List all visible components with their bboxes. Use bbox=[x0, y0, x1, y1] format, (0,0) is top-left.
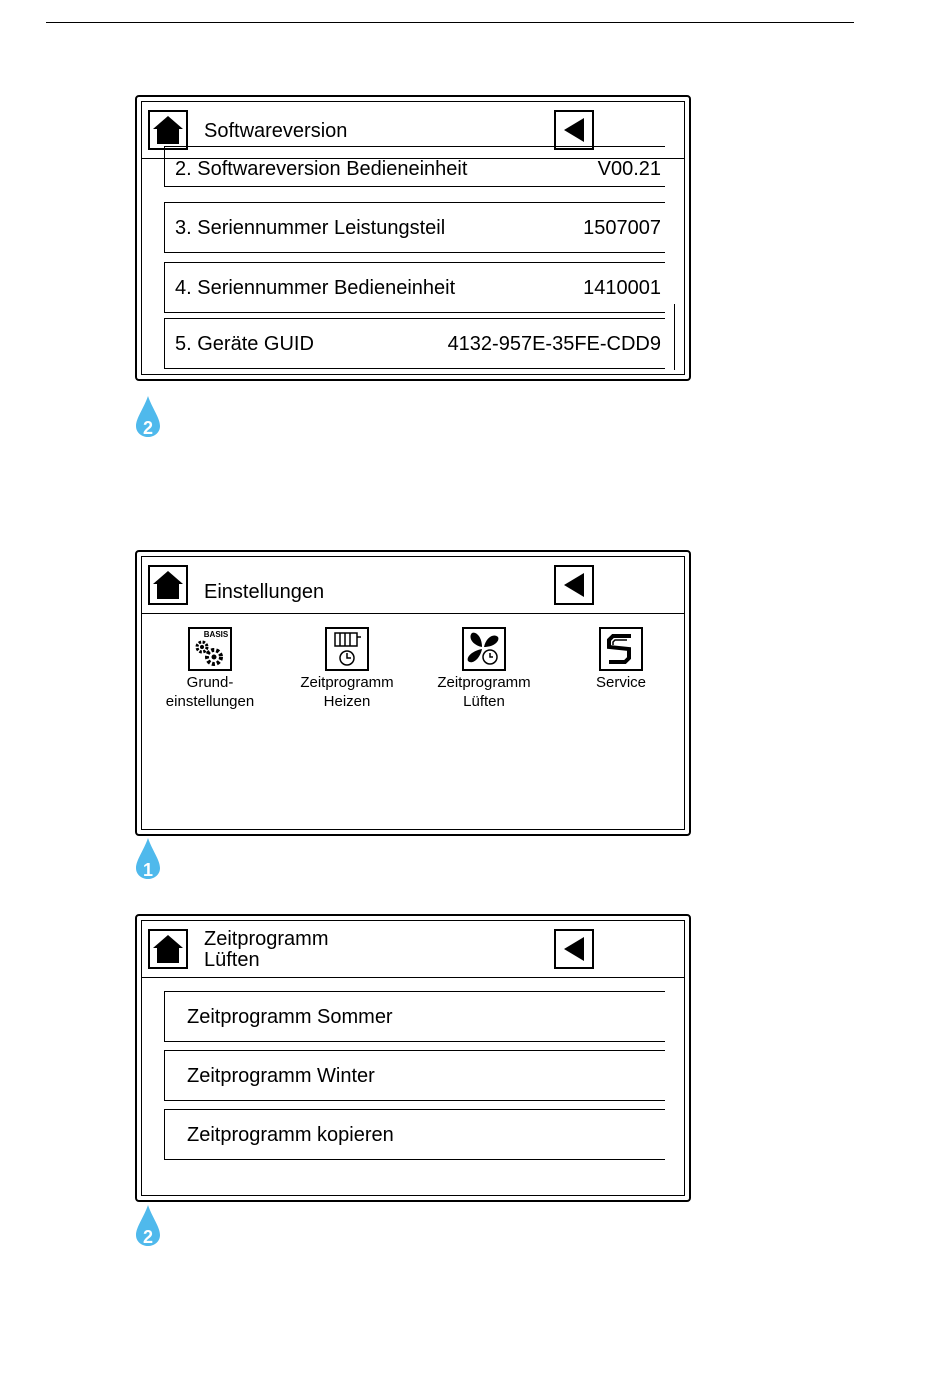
tile-label-line2: Lüften bbox=[463, 693, 505, 710]
menu-item-copy[interactable] bbox=[164, 1109, 665, 1160]
settings-screen bbox=[135, 550, 691, 836]
title-line2: Lüften bbox=[204, 949, 260, 971]
home-button[interactable] bbox=[148, 929, 188, 969]
ventilation-schedule-screen bbox=[135, 914, 691, 1202]
home-icon bbox=[150, 931, 186, 967]
step-marker-2 bbox=[133, 394, 163, 438]
step-number: 2 bbox=[142, 418, 154, 438]
row-value: V00.21 bbox=[597, 158, 661, 180]
tile-label-line1: Zeitprogramm bbox=[437, 674, 531, 691]
row-value: 1410001 bbox=[583, 277, 661, 299]
screen-title: Einstellungen bbox=[204, 581, 325, 603]
tile-label-line1: Zeitprogramm bbox=[300, 674, 394, 691]
step-marker-2 bbox=[133, 1203, 163, 1247]
back-arrow-icon bbox=[556, 931, 592, 967]
row-label: 3. Seriennummer Leistungsteil bbox=[175, 217, 446, 239]
tile-label-line1: Grund- bbox=[186, 674, 234, 691]
scrollbar[interactable] bbox=[674, 304, 675, 370]
back-arrow-icon bbox=[556, 567, 592, 603]
step-marker-1 bbox=[133, 836, 163, 880]
heating-schedule-icon bbox=[325, 627, 369, 671]
back-arrow-icon bbox=[556, 112, 592, 148]
software-version-screen bbox=[135, 95, 691, 381]
screen-title bbox=[204, 929, 328, 971]
screen-title: Softwareversion bbox=[204, 120, 348, 142]
home-icon bbox=[150, 567, 186, 603]
back-button[interactable] bbox=[554, 565, 594, 605]
step-number: 2 bbox=[142, 1227, 154, 1247]
basis-gears-icon bbox=[188, 627, 232, 671]
menu-item-label: Zeitprogramm Sommer bbox=[187, 1006, 393, 1028]
row-value: 1507007 bbox=[583, 217, 661, 239]
menu-item-label: Zeitprogramm Winter bbox=[187, 1065, 375, 1087]
list-item[interactable] bbox=[164, 318, 665, 369]
tile-basic-settings[interactable] bbox=[142, 627, 278, 711]
back-button[interactable] bbox=[554, 929, 594, 969]
menu-item-summer[interactable] bbox=[164, 991, 665, 1042]
list-item[interactable] bbox=[164, 202, 665, 253]
title-line1: Zeitprogramm bbox=[204, 928, 329, 950]
back-button[interactable] bbox=[554, 110, 594, 150]
home-button[interactable] bbox=[148, 110, 188, 150]
menu-item-winter[interactable] bbox=[164, 1050, 665, 1101]
fan-schedule-icon bbox=[462, 627, 506, 671]
menu-item-label: Zeitprogramm kopieren bbox=[187, 1124, 394, 1146]
page-top-rule bbox=[46, 22, 854, 23]
tile-service[interactable] bbox=[553, 627, 689, 692]
basis-badge: BASIS bbox=[203, 630, 229, 639]
row-label: 4. Seriennummer Bedieneinheit bbox=[175, 277, 456, 299]
screen-header bbox=[142, 557, 684, 614]
service-logo-icon bbox=[599, 627, 643, 671]
step-number: 1 bbox=[142, 860, 154, 880]
list-item[interactable] bbox=[164, 262, 665, 313]
tile-heating-schedule[interactable] bbox=[279, 627, 415, 711]
list-item[interactable] bbox=[164, 146, 665, 187]
tile-label-line2: einstellungen bbox=[165, 693, 255, 710]
home-button[interactable] bbox=[148, 565, 188, 605]
row-label: 2. Softwareversion Bedieneinheit bbox=[175, 158, 468, 180]
row-label: 5. Geräte GUID bbox=[175, 333, 314, 355]
screen-header bbox=[142, 921, 684, 978]
tile-label-line2: Heizen bbox=[323, 693, 371, 710]
tile-label-line1: Service bbox=[595, 674, 647, 691]
tile-ventilation-schedule[interactable] bbox=[416, 627, 552, 711]
row-value: 4132-957E-35FE-CDD9 bbox=[447, 333, 661, 355]
home-icon bbox=[150, 112, 186, 148]
